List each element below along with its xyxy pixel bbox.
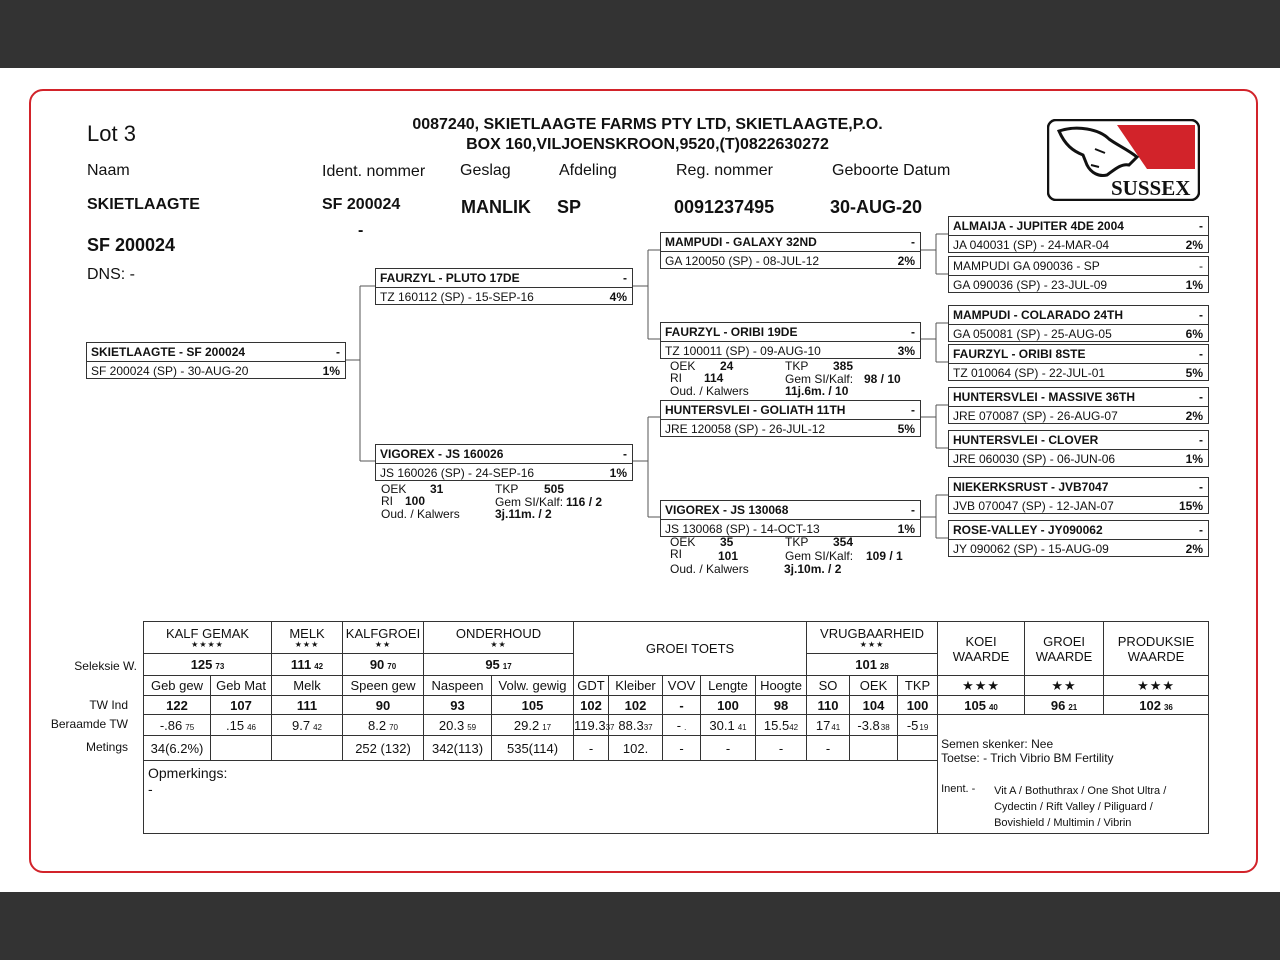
group-vrugbaarheid <box>807 622 938 654</box>
pedigree-detail: JS 130068 (SP) - 14-OCT-13 <box>665 522 820 536</box>
pedigree-detail: TZ 010064 (SP) - 22-JUL-01 <box>953 366 1106 380</box>
pedigree-sdd <box>948 344 1209 381</box>
pedigree-detail: JS 160026 (SP) - 24-SEP-16 <box>380 466 535 480</box>
col-header: Melk <box>272 676 343 696</box>
geboorte-label: Geboorte Datum <box>832 162 951 179</box>
pedigree-mark: - <box>336 345 340 359</box>
beraamde-cell <box>492 715 574 736</box>
value: 102 <box>1139 697 1161 713</box>
pedigree-dam-sire <box>660 400 921 437</box>
col-header: Naspeen <box>424 676 492 696</box>
col-header: OEK <box>850 676 898 696</box>
pedigree-mark: - <box>911 503 915 517</box>
inent-label: Inent. - <box>941 783 976 795</box>
metings-cell <box>850 736 898 761</box>
pedigree-mark: - <box>1199 259 1203 273</box>
group-produksie-waarde: PRODUKSIE WAARDE <box>1104 622 1209 676</box>
seleksie-vrugbaarheid <box>807 654 938 676</box>
pedigree-mark: - <box>911 235 915 249</box>
geslag-label: Geslag <box>460 162 511 179</box>
beraamde-cell <box>574 715 615 736</box>
pedigree-mark: - <box>1199 523 1203 537</box>
pedigree-pct: 1% <box>1185 278 1203 292</box>
row-label-seleksie: Seleksie W. <box>74 659 137 673</box>
animal-ident-sub: - <box>358 222 364 239</box>
oud-value: 3j.11m. / 2 <box>495 507 552 521</box>
value: 95 <box>485 657 500 672</box>
pedigree-dam-dam <box>660 500 921 537</box>
col-header: Kleiber <box>609 676 663 696</box>
beraamde-cell <box>424 715 492 736</box>
seleksie-melk <box>272 654 343 676</box>
accuracy: 38 <box>880 722 890 732</box>
value: 90 <box>369 657 385 672</box>
oek-label: OEK <box>381 482 407 496</box>
oud-label: Oud. / Kalwers <box>670 384 749 398</box>
metings-cell: 342(113) <box>424 736 492 761</box>
pedigree-detail: GA 050081 (SP) - 25-AUG-05 <box>953 327 1112 341</box>
tkp-value: 385 <box>833 359 854 373</box>
gem-label: Gem SI/Kalf: <box>785 549 854 563</box>
value: - <box>676 717 682 733</box>
accuracy: 37 <box>643 722 653 732</box>
accuracy: 42 <box>313 722 322 732</box>
oek-value: 31 <box>430 482 444 496</box>
metings-cell: - <box>807 736 850 761</box>
tw-cell: 104 <box>850 696 898 715</box>
breeding-values-table <box>143 621 1209 834</box>
remarks-value: - <box>148 781 153 798</box>
gem-label: Gem SI/Kalf: <box>495 495 564 509</box>
value: 125 <box>190 657 213 672</box>
tw-cell: 102 <box>609 696 663 715</box>
reg-label: Reg. nommer <box>676 162 773 179</box>
gem-value: 116 / 2 <box>566 495 603 509</box>
pedigree-detail: GA 090036 (SP) - 23-JUL-09 <box>953 278 1108 292</box>
value: -3.8 <box>857 717 880 733</box>
group-stars: ★★ <box>490 640 507 649</box>
accuracy: 17 <box>542 722 552 732</box>
tw-row <box>144 696 1209 715</box>
pedigree-pct: 5% <box>897 422 915 436</box>
pedigree-pct: 2% <box>1185 542 1203 556</box>
value: .15 <box>226 717 245 733</box>
group-label: MELK <box>289 626 325 641</box>
beraamde-row <box>144 715 1209 736</box>
group-koei-waarde: KOEI WAARDE <box>938 622 1025 676</box>
pedigree-pct: 2% <box>897 254 915 268</box>
beraamde-cell <box>663 715 701 736</box>
tw-cell: 111 <box>272 696 343 715</box>
col-header: Geb gew <box>144 676 211 696</box>
animal-ident: SF 200024 <box>322 196 401 213</box>
accuracy: 28 <box>879 662 889 671</box>
ri-label: RI <box>381 494 393 508</box>
ri-label: RI <box>670 371 682 385</box>
metings-cell: - <box>663 736 701 761</box>
produksie-stars: ★★★ <box>1104 676 1209 696</box>
tw-cell: 107 <box>211 696 272 715</box>
group-kalfgroei <box>343 622 424 654</box>
pedigree-name: NIEKERKSRUST - JVB7047 <box>953 480 1109 494</box>
accuracy: 42 <box>314 662 324 671</box>
accuracy: 46 <box>247 722 256 732</box>
row-label-metings: Metings <box>85 740 128 754</box>
group-kalf-gemak <box>144 622 272 654</box>
group-label: KALFGROEI <box>345 626 421 641</box>
beraamde-cell <box>701 715 756 736</box>
tkp-label: TKP <box>785 535 809 549</box>
koei-stars: ★★★ <box>938 676 1025 696</box>
col-header: Volw. gewig <box>492 676 574 696</box>
beraamde-cell <box>144 715 211 736</box>
pedigree-ddd <box>948 520 1209 557</box>
col-header: GDT <box>574 676 609 696</box>
metings-cell: - <box>574 736 609 761</box>
pedigree-sire-sire <box>660 232 921 269</box>
pedigree-name: ROSE-VALLEY - JY090062 <box>953 523 1103 537</box>
ri-value: 101 <box>718 549 739 563</box>
pedigree-name: HUNTERSVLEI - MASSIVE 36TH <box>953 390 1136 404</box>
accuracy: 21 <box>1068 702 1078 712</box>
afdeling-label: Afdeling <box>559 162 617 179</box>
pedigree-pct: 3% <box>897 344 915 358</box>
tw-cell: 110 <box>807 696 850 715</box>
accuracy: . <box>684 722 687 732</box>
produksie-waarde-value <box>1104 696 1209 715</box>
pedigree-mark: - <box>911 325 915 339</box>
oud-label: Oud. / Kalwers <box>381 507 460 521</box>
value: 96 <box>1050 697 1066 713</box>
pedigree-mark: - <box>1199 390 1203 404</box>
value: 111 <box>290 657 312 672</box>
tw-cell: 90 <box>343 696 424 715</box>
tkp-value: 354 <box>833 535 854 549</box>
pedigree-detail: GA 120050 (SP) - 08-JUL-12 <box>665 254 820 268</box>
pedigree-ssd <box>948 256 1209 293</box>
beraamde-cell <box>807 715 850 736</box>
gem-value: 98 / 10 <box>864 372 901 386</box>
seleksie-kalf-gemak <box>144 654 272 676</box>
pedigree-name: VIGOREX - JS 160026 <box>380 447 504 461</box>
col-header: VOV <box>663 676 701 696</box>
metings-cell <box>211 736 272 761</box>
value: 88.3 <box>618 717 644 733</box>
col-header: SO <box>807 676 850 696</box>
oek-label: OEK <box>670 535 696 549</box>
tw-cell: 93 <box>424 696 492 715</box>
beraamde-cell <box>609 715 663 736</box>
pedigree-mark: - <box>1199 480 1203 494</box>
accuracy: 41 <box>831 722 841 732</box>
oud-value: 3j.10m. / 2 <box>784 562 842 576</box>
col-header: Geb Mat <box>211 676 272 696</box>
tw-cell: 102 <box>574 696 609 715</box>
beraamde-cell <box>898 715 938 736</box>
pedigree-name: MAMPUDI - GALAXY 32ND <box>665 235 817 249</box>
accuracy: 70 <box>389 722 398 732</box>
value: 119.3 <box>574 717 606 733</box>
metings-cell: 102. <box>609 736 663 761</box>
ri-value: 100 <box>405 494 426 508</box>
koei-waarde-value <box>938 696 1025 715</box>
group-stars: ★★★ <box>294 640 320 649</box>
pedigree-pct: 1% <box>897 522 915 536</box>
pedigree-mark: - <box>1199 219 1203 233</box>
seller-line-2: BOX 160,VILJOENSKROON,9520,(T)0822630272 <box>466 136 829 153</box>
accuracy: 17 <box>502 662 512 671</box>
pedigree-name: SKIETLAAGTE - SF 200024 <box>91 345 246 359</box>
group-stars: ★★★ <box>859 640 885 649</box>
pedigree-name: FAURZYL - ORIBI 8STE <box>953 347 1086 361</box>
pedigree-pct: 15% <box>1178 499 1203 513</box>
group-label: VRUGBAARHEID <box>820 626 925 641</box>
animal-reg: 0091237495 <box>674 197 775 217</box>
group-groei-waarde: GROEI WAARDE <box>1025 622 1104 676</box>
pedigree-detail: TZ 160112 (SP) - 15-SEP-16 <box>380 290 534 304</box>
pedigree-self <box>86 342 346 379</box>
group-melk <box>272 622 343 654</box>
col-header: Lengte <box>701 676 756 696</box>
group-label: ONDERHOUD <box>455 626 542 641</box>
pedigree-mark: - <box>1199 308 1203 322</box>
value: 8.2 <box>368 717 387 733</box>
pedigree-mark: - <box>1199 433 1203 447</box>
ri-value: 114 <box>704 371 724 385</box>
tw-cell: 105 <box>492 696 574 715</box>
tw-cell: 100 <box>701 696 756 715</box>
pedigree-name: ALMAIJA - JUPITER 4DE 2004 <box>953 219 1124 233</box>
value: 20.3 <box>438 717 465 733</box>
pedigree-detail: JRE 070087 (SP) - 26-AUG-07 <box>953 409 1118 423</box>
pedigree-pct: 4% <box>609 290 627 304</box>
dns-label: DNS: - <box>87 266 135 283</box>
pedigree-detail: JRE 120058 (SP) - 26-JUL-12 <box>665 422 826 436</box>
metings-cell <box>898 736 938 761</box>
ri-label: RI <box>670 547 682 561</box>
accuracy: 19 <box>919 722 929 732</box>
lot-number: Lot 3 <box>87 121 136 146</box>
animal-birth-date: 30-AUG-20 <box>830 197 923 217</box>
pedigree-pct: 1% <box>322 364 340 378</box>
pedigree-pct: 2% <box>1185 238 1203 252</box>
pedigree-detail: SF 200024 (SP) - 30-AUG-20 <box>91 364 249 378</box>
inent-value: Vit A / Bothuthrax / One Shot Ultra / Cydectin / Rift Valley / Piliguard / Bovishield / Multimin / Vibrin <box>994 785 1167 829</box>
pedigree-dds <box>948 477 1209 514</box>
pedigree-dsd <box>948 430 1209 467</box>
seleksie-onderhoud <box>424 654 574 676</box>
pedigree-name: MAMPUDI - COLARADO 24TH <box>953 308 1123 322</box>
group-stars: ★★ <box>374 640 392 649</box>
metings-cell: 535(114) <box>492 736 574 761</box>
seller-line-1: 0087240, SKIETLAAGTE FARMS PTY LTD, SKIETLAAGTE,P.O. <box>412 116 883 133</box>
pedigree-detail: JVB 070047 (SP) - 12-JAN-07 <box>953 499 1114 513</box>
group-stars: ★★★★ <box>191 640 224 649</box>
animal-geslag: MANLIK <box>461 197 531 217</box>
animal-afdeling: SP <box>557 197 582 217</box>
accuracy: 41 <box>737 722 747 732</box>
oek-label: OEK <box>670 359 696 373</box>
pedigree-sds <box>948 305 1209 342</box>
pedigree-detail: JRE 060030 (SP) - 06-JUN-06 <box>953 452 1116 466</box>
value: 17 <box>815 717 831 733</box>
value: 15.5 <box>763 717 790 733</box>
pedigree-pct: 1% <box>609 466 627 480</box>
pedigree-name: HUNTERSVLEI - CLOVER <box>953 433 1099 447</box>
value: -5 <box>906 717 919 733</box>
tw-cell: 122 <box>144 696 211 715</box>
value: 101 <box>855 657 877 672</box>
pedigree-dss <box>948 387 1209 424</box>
naam-label: Naam <box>87 162 130 179</box>
remarks-cell <box>144 761 938 834</box>
pedigree-pct: 2% <box>1185 409 1203 423</box>
group-groei-toets: GROEI TOETS <box>574 622 807 676</box>
tests: Toetse: - Trich Vibrio BM Fertility <box>941 751 1114 765</box>
tw-cell: 100 <box>898 696 938 715</box>
beraamde-cell <box>272 715 343 736</box>
pedigree-mark: - <box>623 447 627 461</box>
pedigree-pct: 5% <box>1185 366 1203 380</box>
beraamde-cell <box>756 715 807 736</box>
pedigree-sire <box>375 268 633 305</box>
row-label-tw: TW Ind <box>89 698 128 712</box>
gem-value: 109 / 1 <box>866 549 903 563</box>
oek-value: 24 <box>720 359 734 373</box>
accuracy: 42 <box>789 722 799 732</box>
tw-cell: 98 <box>756 696 807 715</box>
value: 29.2 <box>513 717 540 733</box>
accuracy: 59 <box>467 722 477 732</box>
accuracy: 37 <box>605 722 615 732</box>
metings-cell: - <box>756 736 807 761</box>
oud-label: Oud. / Kalwers <box>670 562 749 576</box>
group-label: KALF GEMAK <box>165 626 250 641</box>
ident-label: Ident. nommer <box>322 163 426 180</box>
value: 105 <box>964 697 986 713</box>
logo-text: SUSSEX <box>1111 176 1191 200</box>
metings-cell <box>272 736 343 761</box>
animal-id-large: SF 200024 <box>87 235 176 255</box>
value: 9.7 <box>292 717 311 733</box>
metings-cell: 34(6.2%) <box>144 736 211 761</box>
value: 30.1 <box>709 717 735 733</box>
pedigree-name: HUNTERSVLEI - GOLIATH 11TH <box>665 403 846 417</box>
pedigree-sire-dam <box>660 322 921 359</box>
pedigree-mark: - <box>1199 347 1203 361</box>
pedigree-sss <box>948 216 1209 253</box>
pedigree-pct: 1% <box>1185 452 1203 466</box>
groei-waarde-value <box>1025 696 1104 715</box>
beraamde-cell <box>211 715 272 736</box>
pedigree-mark: - <box>623 271 627 285</box>
tkp-label: TKP <box>785 359 809 373</box>
row-label-beraamde: Beraamde TW <box>50 717 128 731</box>
beraamde-cell <box>343 715 424 736</box>
pedigree-name: FAURZYL - ORIBI 19DE <box>665 325 798 339</box>
col-header: TKP <box>898 676 938 696</box>
accuracy: 70 <box>387 662 397 671</box>
accuracy: 73 <box>215 662 225 671</box>
tw-cell: - <box>663 696 701 715</box>
pedigree-name: MAMPUDI GA 090036 - SP <box>953 259 1100 273</box>
col-header: Hoogte <box>756 676 807 696</box>
accuracy: 36 <box>1163 702 1173 712</box>
animal-name: SKIETLAAGTE <box>87 196 200 213</box>
notes-panel <box>938 715 1209 834</box>
metings-cell: - <box>701 736 756 761</box>
beraamde-cell <box>850 715 898 736</box>
oud-value: 11j.6m. / 10 <box>785 384 849 398</box>
groei-stars: ★★ <box>1025 676 1104 696</box>
gem-label: Gem SI/Kalf: <box>785 372 854 386</box>
remarks-label: Opmerkings: <box>148 765 228 782</box>
column-header-row <box>144 676 1209 696</box>
pedigree-name: FAURZYL - PLUTO 17DE <box>380 271 520 285</box>
pedigree-pct: 6% <box>1185 327 1203 341</box>
pedigree-mark: - <box>911 403 915 417</box>
pedigree-dam <box>375 444 633 481</box>
pedigree-name: VIGOREX - JS 130068 <box>665 503 789 517</box>
tkp-value: 505 <box>544 482 565 496</box>
oek-value: 35 <box>720 535 734 549</box>
pedigree-detail: JA 040031 (SP) - 24-MAR-04 <box>953 238 1110 252</box>
tkp-label: TKP <box>495 482 519 496</box>
pedigree-detail: JY 090062 (SP) - 15-AUG-09 <box>953 542 1109 556</box>
semen-donor: Semen skenker: Nee <box>941 737 1054 751</box>
accuracy: 40 <box>988 702 998 712</box>
seleksie-kalfgroei <box>343 654 424 676</box>
col-header: Speen gew <box>343 676 424 696</box>
pedigree-detail: TZ 100011 (SP) - 09-AUG-10 <box>665 344 821 358</box>
value: -.86 <box>159 717 183 733</box>
accuracy: 75 <box>185 722 195 732</box>
metings-cell: 252 (132) <box>343 736 424 761</box>
group-onderhoud <box>424 622 574 654</box>
